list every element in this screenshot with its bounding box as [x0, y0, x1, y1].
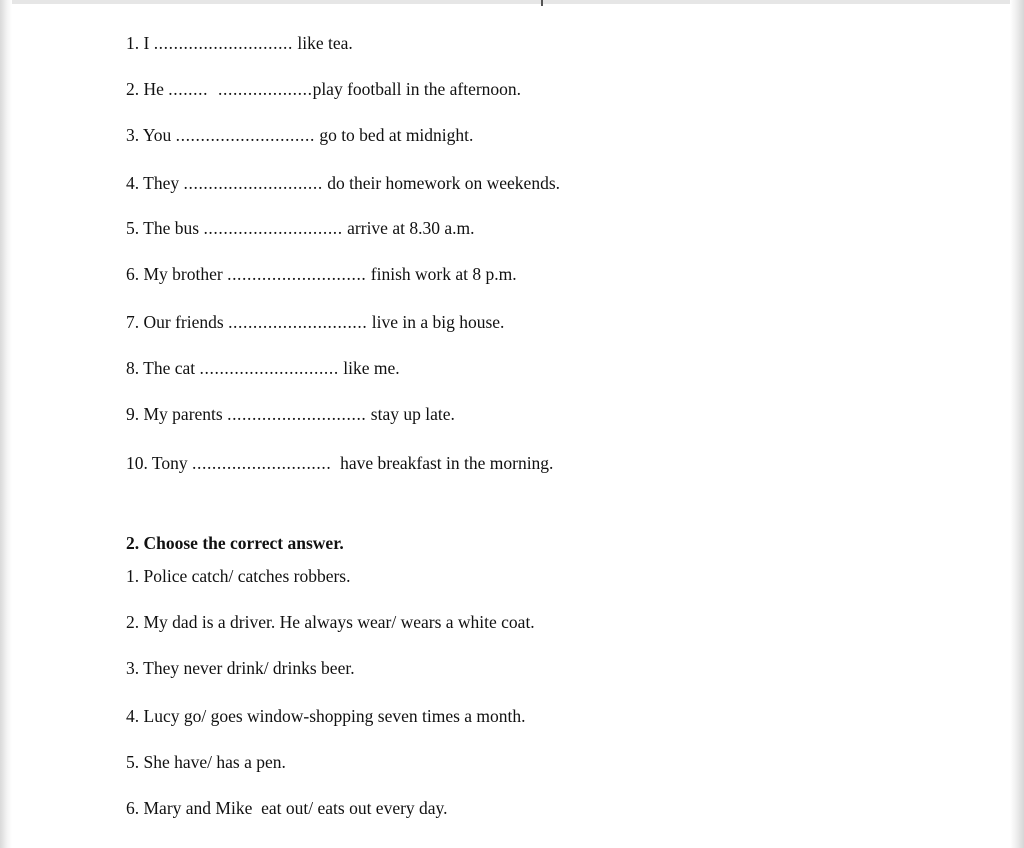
- exercise1-item-2: [126, 78, 521, 100]
- exercise2-item-6: 6. Mary and Mike eat out/ eats out every day.: [126, 798, 448, 818]
- answer-blank[interactable]: ............................: [227, 264, 367, 284]
- exercise2-item-2: 2. My dad is a driver. He always wear/ wears a white coat.: [126, 612, 535, 632]
- page-top-edge: [0, 0, 1024, 4]
- exercise2-item-1: 1. Police catch/ catches robbers.: [126, 566, 351, 586]
- item-subject: 6. My brother: [126, 264, 223, 284]
- item-rest: stay up late.: [366, 404, 455, 424]
- answer-blank[interactable]: ............................: [199, 358, 339, 378]
- item-rest: finish work at 8 p.m.: [366, 264, 517, 284]
- item-subject: 7. Our friends: [126, 312, 224, 332]
- exercise1-item-1: [126, 32, 353, 54]
- exercise1-item-10: [126, 452, 553, 474]
- exercise1-item-3: [126, 124, 473, 146]
- item-subject: 9. My parents: [126, 404, 223, 424]
- answer-blank[interactable]: ............................: [203, 218, 343, 238]
- answer-blank[interactable]: ............................: [175, 125, 315, 145]
- item-subject: 4. They: [126, 173, 180, 193]
- item-rest: like tea.: [293, 33, 353, 53]
- item-subject: 10. Tony: [126, 453, 188, 473]
- exercise1-item-9: [126, 403, 455, 425]
- exercise2-item-4: 4. Lucy go/ goes window-shopping seven times a month.: [126, 706, 526, 726]
- item-subject: 5. The bus: [126, 218, 200, 238]
- answer-blank[interactable]: ........ ...................: [168, 79, 313, 99]
- item-rest: arrive at 8.30 a.m.: [342, 218, 475, 238]
- item-rest: go to bed at midnight.: [314, 125, 474, 145]
- answer-blank[interactable]: ............................: [183, 173, 323, 193]
- item-subject: 2. He: [126, 79, 164, 99]
- item-subject: 3. You: [126, 125, 172, 145]
- answer-blank[interactable]: ............................: [192, 453, 332, 473]
- answer-blank[interactable]: ............................: [227, 404, 367, 424]
- item-rest: have breakfast in the morning.: [331, 453, 554, 473]
- item-rest: do their homework on weekends.: [322, 173, 561, 193]
- exercise1-item-6: [126, 263, 517, 285]
- item-subject: 8. The cat: [126, 358, 196, 378]
- page-left-shadow: [0, 0, 12, 848]
- answer-blank[interactable]: ............................: [228, 312, 368, 332]
- exercise1-item-8: [126, 357, 400, 379]
- item-subject: 1. I: [126, 33, 150, 53]
- exercise1-item-7: [126, 311, 504, 333]
- item-rest: live in a big house.: [367, 312, 505, 332]
- item-rest: play football in the afternoon.: [312, 79, 522, 99]
- page-top-tick: [541, 0, 543, 6]
- item-rest: like me.: [338, 358, 400, 378]
- exercise2-heading: 2. Choose the correct answer.: [126, 533, 344, 553]
- exercise1-item-4: [126, 172, 560, 194]
- exercise2-item-3: 3. They never drink/ drinks beer.: [126, 658, 355, 678]
- exercise1-item-5: [126, 217, 474, 239]
- answer-blank[interactable]: ............................: [153, 33, 294, 53]
- page-right-shadow: [1010, 0, 1024, 848]
- exercise2-item-5: 5. She have/ has a pen.: [126, 752, 286, 772]
